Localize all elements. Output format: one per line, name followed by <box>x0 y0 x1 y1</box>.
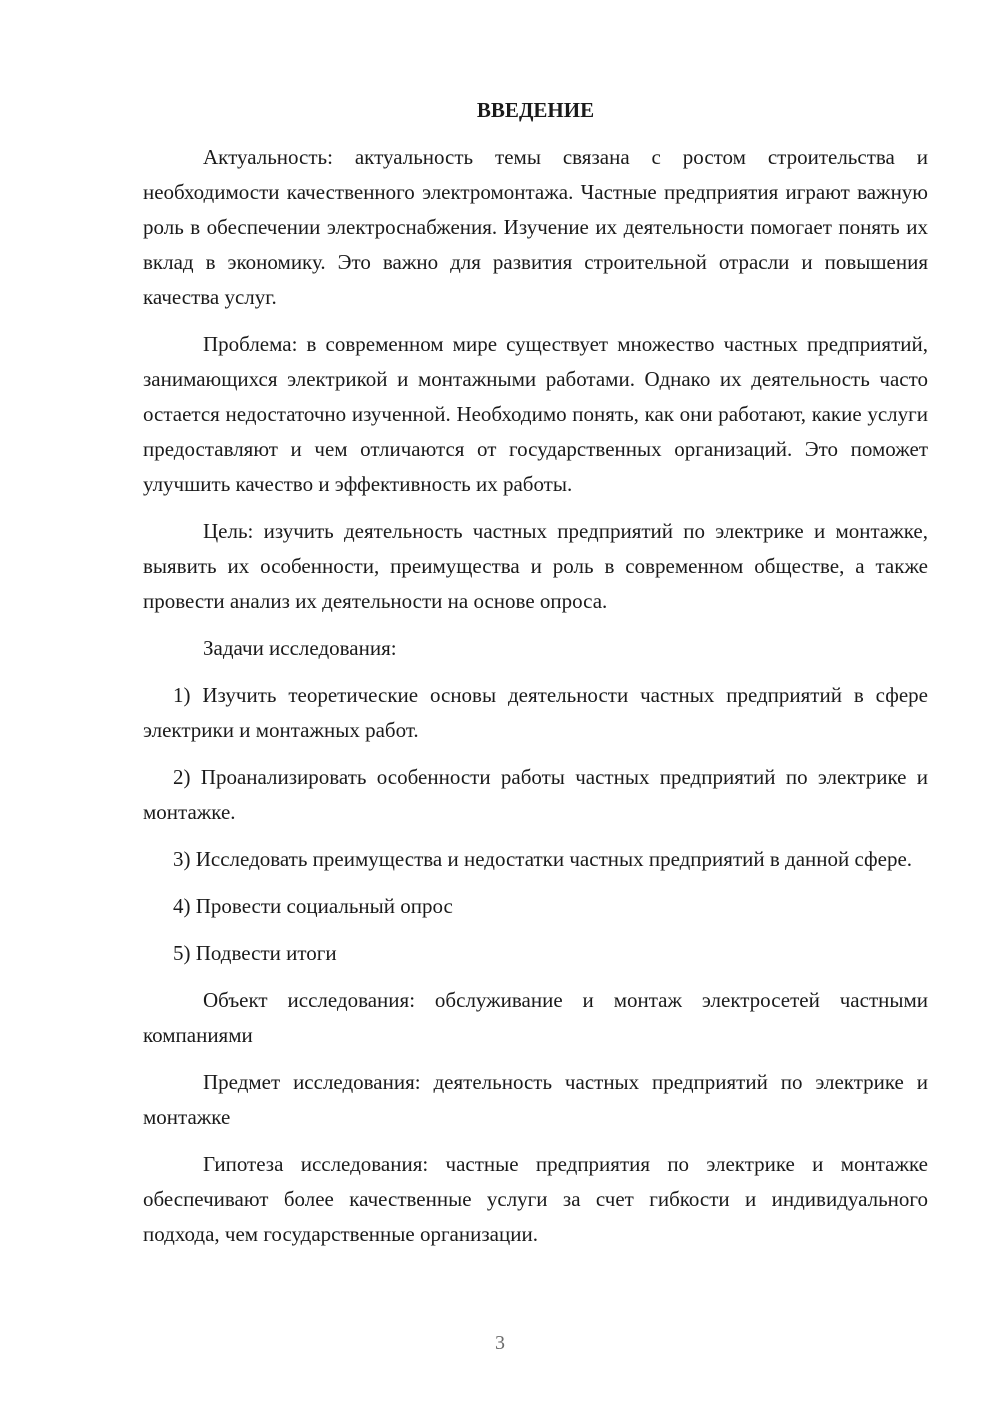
task-item: 2) Проанализировать особенности работы частных предприятий по электрике и монтажке. <box>143 765 928 824</box>
section-title: ВВЕДЕНИЕ <box>476 98 595 122</box>
subject-paragraph: Предмет исследования: деятельность частных предприятий по электрике и монтажке <box>143 1070 928 1129</box>
hypothesis-paragraph: Гипотеза исследования: частные предприятия по электрике и монтажке обеспечивают более качественные услуги за счет гибкости и индивидуального подхода, чем государственные организации. <box>143 1152 928 1246</box>
goal-paragraph: Цель: изучить деятельность частных предприятий по электрике и монтажке, выявить их особенности, преимущества и роль в современном обществе, а также провести анализ их деятельности на основе опроса. <box>143 519 928 613</box>
task-item: 4) Провести социальный опрос <box>173 894 453 918</box>
task-item: 3) Исследовать преимущества и недостатки частных предприятий в данной сфере. <box>173 847 913 871</box>
task-item: 1) Изучить теоретические основы деятельности частных предприятий в сфере электрики и монтажных работ. <box>143 683 928 742</box>
tasks-heading: Задачи исследования: <box>203 636 397 660</box>
object-paragraph: Объект исследования: обслуживание и монтаж электросетей частными компаниями <box>143 988 928 1047</box>
page-number: 3 <box>495 1332 505 1354</box>
problem-paragraph: Проблема: в современном мире существует множество частных предприятий, занимающихся электрикой и монтажными работами. Однако их деятельность часто остается недостаточно изученной. Необходимо понять, как они работают, какие услуги предоставляют и чем отличаются от государственных организаций. Это поможет улучшить качество и эффективность их работы. <box>143 332 928 496</box>
document-page <box>143 95 928 1264</box>
relevance-paragraph: Актуальность: актуальность темы связана с ростом строительства и необходимости качественного электромонтажа. Частные предприятия играют важную роль в обеспечении электроснабжения. Изучение их деятельности помогает понять их вклад в экономику. Это важно для развития строительной отрасли и повышения качества услуг. <box>143 145 928 309</box>
task-item: 5) Подвести итоги <box>173 941 337 965</box>
